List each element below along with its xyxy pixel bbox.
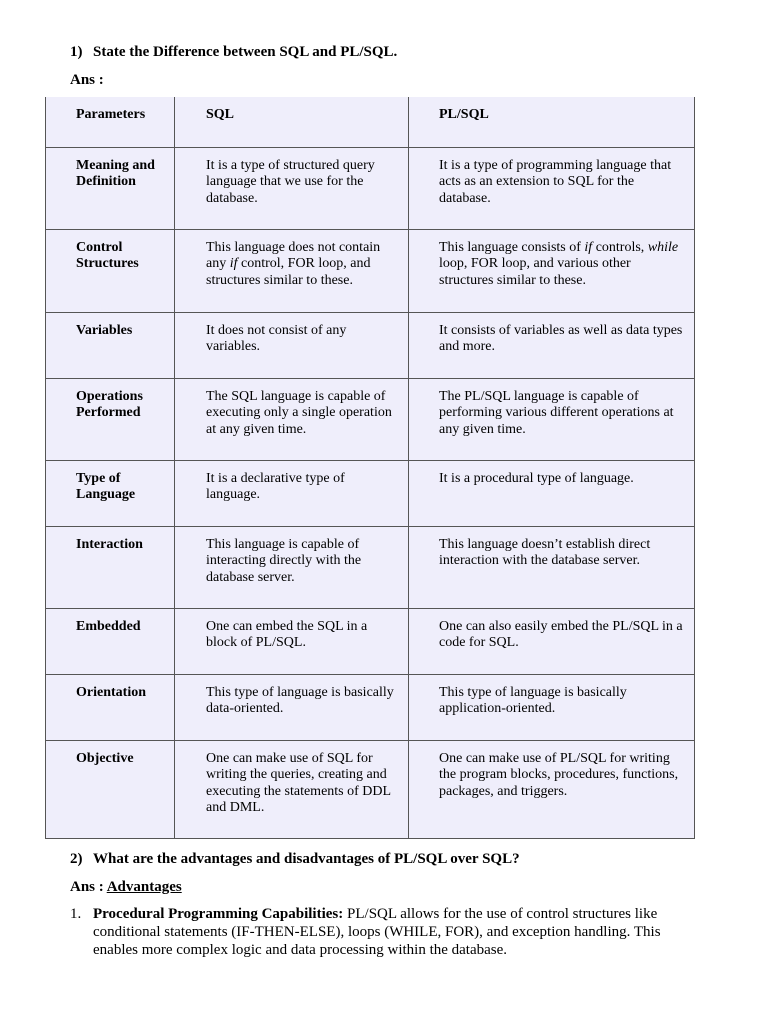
sql-cell: This language does not contain any if control, FOR loop, and structures similar to these. [175,229,409,312]
table-row [46,460,695,526]
param-cell: Embedded [46,608,175,674]
param-cell: Control Structures [46,229,175,312]
list-item [70,905,690,959]
list-number: 1. [70,906,82,922]
table-row [46,312,695,378]
answer-label: Ans : [70,879,104,895]
list-item-body: PL/SQL allows for the use of control structures like conditional statements (IF-THEN-ELSE), loops (WHILE, FOR), and exception handling. This enables more complex logic and data processing within the database. [93,906,661,958]
list-item-title: Procedural Programming Capabilities: [93,906,344,922]
param-cell: Objective [46,740,175,838]
plsql-cell: One can also easily embed the PL/SQL in a code for SQL. [409,608,695,674]
table-row [46,608,695,674]
param-cell: Variables [46,312,175,378]
table-header-row [46,97,695,147]
header-cell: PL/SQL [409,97,695,147]
table-row [46,378,695,460]
plsql-cell: It consists of variables as well as data types and more. [409,312,695,378]
list-text [93,905,690,959]
header-cell: Parameters [46,97,175,147]
plsql-cell: It is a procedural type of language. [409,460,695,526]
param-cell: Orientation [46,674,175,740]
table-row [46,147,695,229]
advantages-heading: Advantages [106,879,182,895]
sql-cell: It is a type of structured query language that we use for the database. [175,147,409,229]
sql-cell: This type of language is basically data-oriented. [175,674,409,740]
question-number: 2) [70,851,83,867]
table-row [46,674,695,740]
question-1 [70,44,397,61]
sql-cell: It does not consist of any variables. [175,312,409,378]
question-text: What are the advantages and disadvantages of PL/SQL over SQL? [93,851,520,867]
comparison-table [45,97,695,839]
sql-cell: One can embed the SQL in a block of PL/SQL. [175,608,409,674]
param-cell: Interaction [46,526,175,608]
param-cell: Meaning and Definition [46,147,175,229]
sql-cell: This language is capable of interacting directly with the database server. [175,526,409,608]
plsql-cell: The PL/SQL language is capable of performing various different operations at any given time. [409,378,695,460]
sql-cell: One can make use of SQL for writing the queries, creating and executing the statements of DDL and DML. [175,740,409,838]
plsql-cell: This type of language is basically application-oriented. [409,674,695,740]
plsql-cell: This language doesn’t establish direct interaction with the database server. [409,526,695,608]
param-cell: Type of Language [46,460,175,526]
header-cell: SQL [175,97,409,147]
param-cell: Operations Performed [46,378,175,460]
table-row [46,740,695,838]
question-text: State the Difference between SQL and PL/SQL. [93,44,398,60]
sql-cell: The SQL language is capable of executing only a single operation at any given time. [175,378,409,460]
plsql-cell: One can make use of PL/SQL for writing the program blocks, procedures, functions, packages, and triggers. [409,740,695,838]
plsql-cell: This language consists of if controls, while loop, FOR loop, and various other structures similar to these. [409,229,695,312]
plsql-cell: It is a type of programming language that acts as an extension to SQL for the database. [409,147,695,229]
answer-2 [70,879,182,896]
table-row [46,229,695,312]
sql-cell: It is a declarative type of language. [175,460,409,526]
table-row [46,526,695,608]
question-2 [70,851,520,868]
answer-label: Ans : [70,72,104,88]
question-number: 1) [70,44,83,60]
